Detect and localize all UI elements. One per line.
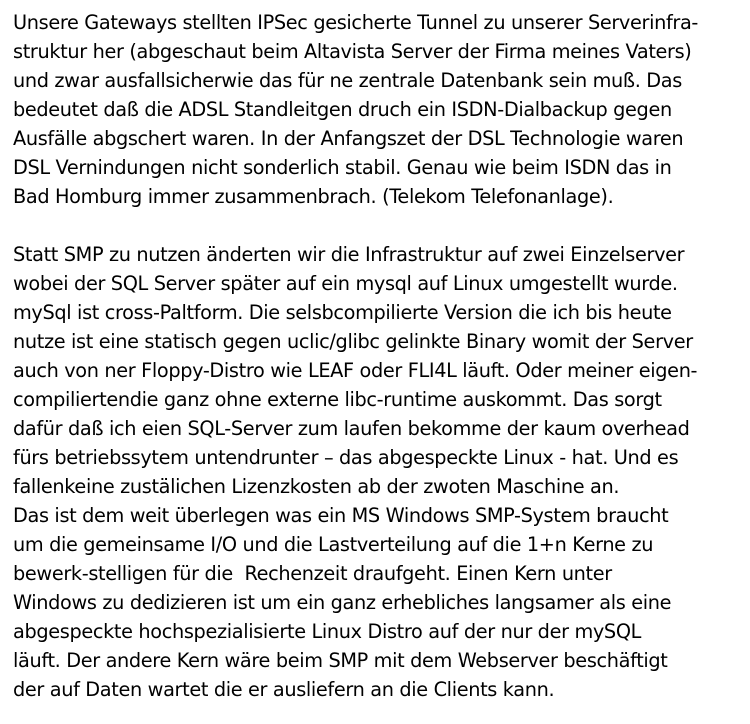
document-text xyxy=(13,8,748,704)
text-line: Unsere Gateways stellten IPSec gesicherte Tunnel zu unserer Serverinfra- xyxy=(13,11,699,34)
text-line: struktur her (abgeschaut beim Altavista Server der Firma meines Vaters) xyxy=(13,40,692,63)
text-line: der auf Daten wartet die er ausliefern an die Clients kann. xyxy=(13,678,555,701)
text-line: compiliertendie ganz ohne externe libc-runtime auskommt. Das sorgt xyxy=(13,388,662,411)
text-line: Das ist dem weit überlegen was ein MS Windows SMP-System braucht xyxy=(13,504,669,527)
text-line: Bad Homburg immer zusammenbrach. (Telekom Telefonanlage). xyxy=(13,185,614,208)
text-line: fallenkeine zustälichen Lizenzkosten ab der zwoten Maschine an. xyxy=(13,475,620,498)
text-line: dafür daß ich eien SQL-Server zum laufen bekomme der kaum overhead xyxy=(13,417,690,440)
text-line: nutze ist eine statisch gegen uclic/glibc gelinkte Binary womit der Server xyxy=(13,330,693,353)
text-line: und zwar ausfallsicherwie das für ne zentrale Datenbank sein muß. Das xyxy=(13,69,682,92)
text-line: mySql ist cross-Paltform. Die selsbcompilierte Version die ich bis heute xyxy=(13,301,672,324)
text-line: fürs betriebssytem untendrunter – das abgespeckte Linux - hat. Und es xyxy=(13,446,679,469)
paragraph-2 xyxy=(13,240,748,704)
text-line: bewerk-stelligen für die Rechenzeit draufgeht. Einen Kern unter xyxy=(13,562,612,585)
text-line: läuft. Der andere Kern wäre beim SMP mit dem Webserver beschäftigt xyxy=(13,649,668,672)
text-line: Windows zu dedizieren ist um ein ganz erhebliches langsamer als eine xyxy=(13,591,672,614)
text-line: wobei der SQL Server später auf ein mysql auf Linux umgestellt wurde. xyxy=(13,272,678,295)
text-line: um die gemeinsame I/O und die Lastverteilung auf die 1+n Kerne zu xyxy=(13,533,654,556)
text-line: abgespeckte hochspezialisierte Linux Distro auf der nur der mySQL xyxy=(13,620,642,643)
text-line: DSL Vernindungen nicht sonderlich stabil. Genau wie beim ISDN das in xyxy=(13,156,672,179)
text-line: bedeutet daß die ADSL Standleitgen druch ein ISDN-Dialbackup gegen xyxy=(13,98,672,121)
paragraph-1 xyxy=(13,8,748,211)
text-line: Statt SMP zu nutzen änderten wir die Infrastruktur auf zwei Einzelserver xyxy=(13,243,685,266)
text-line: auch von ner Floppy-Distro wie LEAF oder FLI4L läuft. Oder meiner eigen- xyxy=(13,359,698,382)
text-line: Ausfälle abgschert waren. In der Anfangszet der DSL Technologie waren xyxy=(13,127,684,150)
paragraph-gap xyxy=(13,211,748,240)
